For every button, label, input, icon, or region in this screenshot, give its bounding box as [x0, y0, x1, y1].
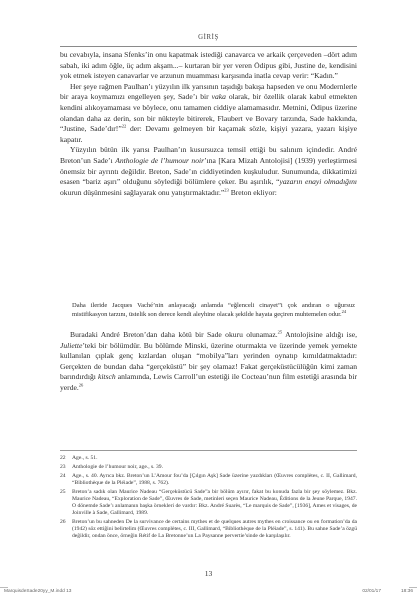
footnote	[60, 519, 357, 541]
paragraph-3-text-b: ’ına [Kara Mizah Antolojisi] (1939) yerleştirmesi önemsiz bir ayrıntı değildir. Breton, Sade’ın ciddiyetinden kuşkuludur. Sunumunda, dikkatimizi esasen “bariz aşırı” olduğunu söylediği bölümlere çeker. Bu aşırılık, “	[60, 155, 358, 187]
page-number: 13	[204, 569, 213, 578]
slug-filename: MarquisdeSade20yy_M.indd 13	[4, 589, 72, 594]
paragraph-3-text-c: okurun düşünmesini sağlayarak onu yatıştırmaktadır.”	[60, 187, 225, 197]
footnotes	[60, 455, 357, 542]
slug-time: 18:36	[400, 589, 413, 594]
footnote-text: Age., s. 40. Ayrıca bkz. Breton’un L’Amour fou’da [Çılgın Aşk] Sade üzerine yazdıkları (Œuvres complètes, c. II, Gallimard, “Bibliothèque de la Pléiade”, 1988, s. 762).	[72, 472, 357, 486]
footnote-text: Anthologie de l’humour noir, age., s. 39.	[72, 463, 163, 470]
paragraph-2-text-a: Her şeye rağmen Paulhan’ı yüzyılın ilk yarısının taşıdığı bakışa hapseden ve onu Modernlerle bir araya koymamızı engelleyen şey, Sade’ı bir	[60, 81, 357, 102]
body-text-bottom	[60, 330, 357, 394]
paragraph-1-text: bu cevabıyla, insana Sfenks’in onu kapatmak istediği canavarca ve arkaik çerçeveden –dört adım sabah, iki adım öğle, üç adım akşam...– kurtaran bir yer veren Ödipus gibi, Justine de, kendisini yok etmek isteyen canavarlar ve arzunun muamması karşısında inatla cevap verir: “Kadın.”	[60, 50, 357, 81]
footnote-ref-26[interactable]: 26	[78, 382, 84, 388]
footnote-ref-25[interactable]: 25	[277, 329, 283, 335]
paragraph-4-italic-kitsch: kitsch	[97, 372, 116, 382]
paragraph-2	[60, 82, 357, 146]
paragraph-4-text-d: anlamında, Lewis Carroll’un estetiği ile Cocteau’nun film estetiği arasında bir yerde.	[60, 372, 357, 392]
footnote-number: 24	[60, 472, 66, 479]
paragraph-4-text-c: ’teki bir bölümdür. Bu bölümde Minski, üzerine oturmakta ve üzerinde yemek yemekte kullanılan çıplak genç kızlardan oluşan “mobilya”ları yerinden oynatıp kımıldatmaktadır: Gerçekten de bundan daha “gerçeküstü” bir şey olamaz! Fakat gerçeküstücülüğün kimi zaman barındırdığı	[60, 340, 357, 382]
footnote-number: 22	[60, 455, 66, 461]
footnote-text: Age., s. 51.	[72, 455, 98, 461]
block-quote-text: Daha ileride Jacques Vaché’nin anlayacağı anlamda “eğlenceli cinayet”i çok andıran o uğursuz mistifikasyon tarzını, üstelik son derece kendi aleyhine olacak şekilde hayata geçiren muhtemelen odur.	[72, 302, 355, 318]
footnote	[60, 473, 357, 487]
paragraph-4-italic-juliette: Juliette	[60, 340, 83, 350]
paragraph-1	[60, 50, 357, 82]
block-quote	[72, 301, 355, 319]
running-header: GİRİŞ	[198, 34, 219, 41]
footnote	[60, 455, 357, 462]
paragraph-3-text-d: Breton ekliyor:	[228, 187, 277, 197]
slug-date: 02/01/17	[362, 589, 381, 594]
footnote-ref-22[interactable]: 22	[121, 123, 127, 129]
paragraph-4-text-a: Buradaki André Breton’dan daha kötü bir Sade okuru olunamaz.	[70, 330, 278, 339]
paragraph-4-text-b: Antolojisine aldığı ise,	[282, 330, 358, 339]
footnote-rule	[60, 450, 357, 451]
footnote-number: 25	[60, 488, 66, 495]
footnote-number: 23	[60, 463, 66, 470]
paragraph-3	[60, 145, 357, 198]
paragraph-2-italic-vaka: vaka	[211, 92, 226, 102]
crop-mark	[0, 587, 8, 588]
footnote-text: Breton’un bu sahneden De la survivance de certains mythes et de quelques autres mythes en croissance ou en formation’da da (1942) söz ettiğini belirtelim (Œuvres complètes, c. III, Gallimard, “Bibliothèque de la Pléiade”, s. 141). Bu sahne Sade’a özgü değildir, ondan önce, örneğin Rétif de La Bretonne’un La Paysanne pervertie’sinde de karşılaşılır.	[72, 519, 357, 540]
footnote	[60, 489, 357, 518]
footnote	[60, 464, 357, 471]
crop-mark	[409, 587, 417, 588]
paragraph-2-text-b: olarak, bir özellik olarak kabul etmekten kendini alıkoyamaması ve böylece, onu tamamen ciddiye alamamasıdır. Metnini, Ödipus üzerine olandan daha az derin, son bir nükteyle bitirerek, Flaubert ve Bovary tarzında, Sade hakkında, “Justine, Sade’dır!”	[60, 92, 358, 134]
body-text-top	[60, 50, 357, 198]
footnote-number: 26	[60, 519, 66, 525]
footnote-ref-23[interactable]: 23	[224, 187, 229, 193]
paragraph-4	[60, 330, 357, 394]
header-rule	[60, 46, 357, 47]
footnote-ref-24[interactable]: 24	[341, 308, 347, 314]
paragraph-3-italic-quote: yazarın enayi olmadığını	[279, 177, 357, 187]
paragraph-2-text-c: der: Devamı gelmeyen bir kaçamak sözle, kişiyi yazara, yazarı kişiye kapatır.	[60, 124, 357, 144]
paragraph-3-text-a: Yüzyılın bütün ilk yarısı Paulhan’ın kusursuzca temsil ettiği bu salınım içindedir. André Breton’un Sade’ı	[60, 145, 357, 165]
footnote-text: Breton’a sadık olan Maurice Nadeau “Gerçeküstücü Sade”a bir bölüm ayırır, fakat bu konuda fazla bir şey söylemez. Bkz. Maurice Nadeau, “Exploration de Sade”, Œuvres de Sade, metinleri seçen Maurice Nadeau, Éditions de la Jeune Parque, 1947. O dönemde Sade’ı anlamanın başka örnekleri de vardır: Bkz. André Suarès, “Le marquis de Sade”, [1936], Ames et visages, de Joinville à Sade, Gallimard, 1989.	[72, 488, 357, 517]
paragraph-3-italic-title: Anthologie de l’humour noir	[115, 155, 205, 165]
